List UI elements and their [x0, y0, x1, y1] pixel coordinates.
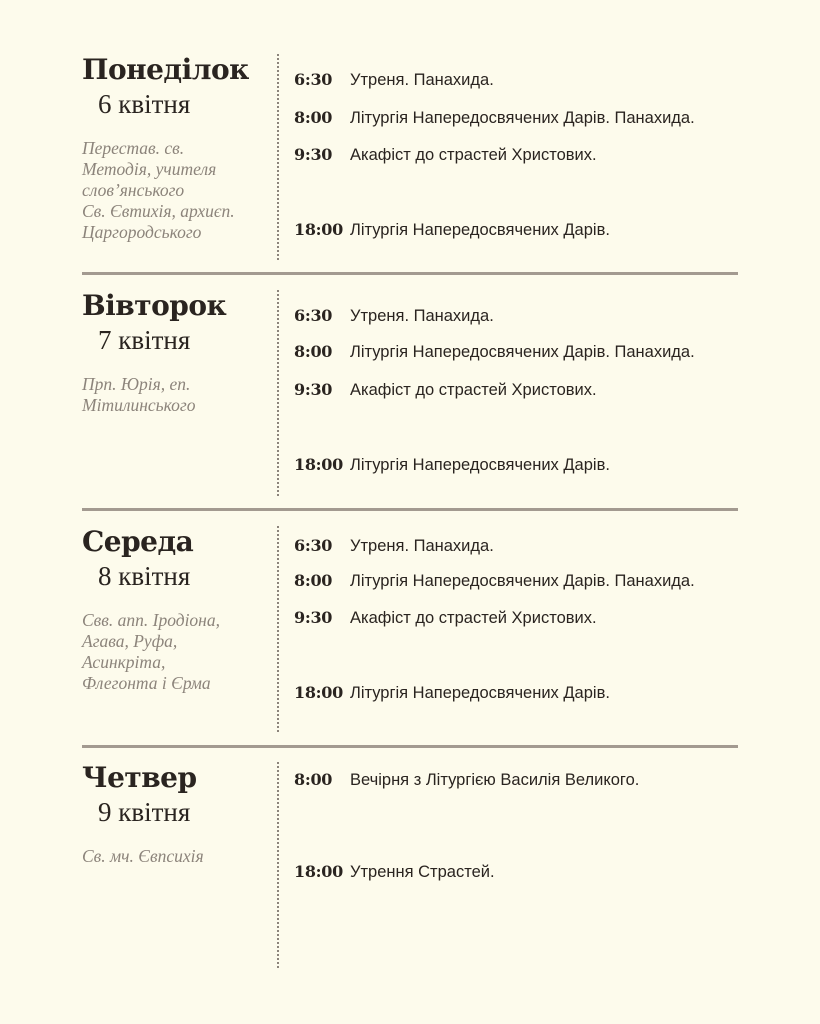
day-date: 8 квітня — [98, 561, 191, 591]
service-time: 9:30 — [294, 608, 333, 627]
service-description: Літургія Напередосвячених Дарів. Панахида. — [350, 343, 695, 361]
day-date: 7 квітня — [98, 325, 191, 355]
service-description: Літургія Напередосвячених Дарів. Панахида. — [350, 109, 695, 127]
service-time: 6:30 — [294, 306, 333, 325]
service-row — [294, 342, 744, 362]
day-date: 6 квітня — [98, 89, 191, 119]
service-row — [294, 770, 744, 790]
service-description: Літургія Напередосвячених Дарів. — [350, 221, 610, 239]
service-description: Утреня. Панахида. — [350, 307, 494, 325]
service-row — [294, 108, 744, 128]
service-row — [294, 571, 744, 591]
section-divider — [82, 272, 738, 275]
service-time: 18:00 — [294, 683, 343, 702]
service-time: 6:30 — [294, 70, 333, 89]
service-row — [294, 145, 744, 165]
section-divider — [82, 508, 738, 511]
day-name: Четвер — [82, 761, 197, 794]
service-description: Літургія Напередосвячених Дарів. — [350, 456, 610, 474]
service-row — [294, 536, 744, 556]
service-description: Утреня. Панахида. — [350, 537, 494, 555]
service-description: Утрення Страстей. — [350, 863, 495, 881]
service-time: 9:30 — [294, 380, 333, 399]
service-time: 9:30 — [294, 145, 333, 164]
service-row — [294, 70, 744, 90]
day-name: Вівторок — [82, 289, 227, 322]
service-time: 18:00 — [294, 220, 343, 239]
day-header — [82, 762, 272, 867]
service-row — [294, 306, 744, 326]
service-description: Літургія Напередосвячених Дарів. — [350, 684, 610, 702]
service-description: Літургія Напередосвячених Дарів. Панахида. — [350, 572, 695, 590]
section-divider — [82, 745, 738, 748]
saint-commemoration: Прп. Юрія, еп. Мітилинського — [82, 374, 196, 415]
service-row — [294, 683, 744, 703]
saint-commemoration: Св. мч. Євпсихія — [82, 846, 204, 866]
vertical-divider — [277, 762, 279, 968]
saint-commemoration: Свв. апп. Іродіона, Агава, Руфа, Асинкріта, Флегонта і Єрма — [82, 610, 220, 693]
service-time: 8:00 — [294, 770, 333, 789]
service-time: 8:00 — [294, 342, 333, 361]
vertical-divider — [277, 290, 279, 496]
vertical-divider — [277, 54, 279, 260]
service-time: 8:00 — [294, 571, 333, 590]
service-description: Акафіст до страстей Христових. — [350, 381, 597, 399]
day-date: 9 квітня — [98, 797, 191, 827]
day-name: Середа — [82, 525, 194, 558]
service-row — [294, 220, 744, 240]
vertical-divider — [277, 526, 279, 732]
saint-commemoration: Перестав. св. Методія, учителя слов’янського Св. Євтихія, архиєп. Царгородського — [82, 138, 235, 242]
day-name: Понеділок — [82, 53, 249, 86]
service-description: Утреня. Панахида. — [350, 71, 494, 89]
service-description: Вечірня з Літургією Василія Великого. — [350, 771, 640, 789]
service-row — [294, 862, 744, 882]
day-header — [82, 290, 272, 416]
service-time: 18:00 — [294, 455, 343, 474]
service-description: Акафіст до страстей Христових. — [350, 146, 597, 164]
service-row — [294, 380, 744, 400]
service-time: 6:30 — [294, 536, 333, 555]
day-header — [82, 526, 272, 694]
service-row — [294, 455, 744, 475]
service-description: Акафіст до страстей Христових. — [350, 609, 597, 627]
service-row — [294, 608, 744, 628]
service-time: 8:00 — [294, 108, 333, 127]
day-header — [82, 54, 272, 243]
service-time: 18:00 — [294, 862, 343, 881]
